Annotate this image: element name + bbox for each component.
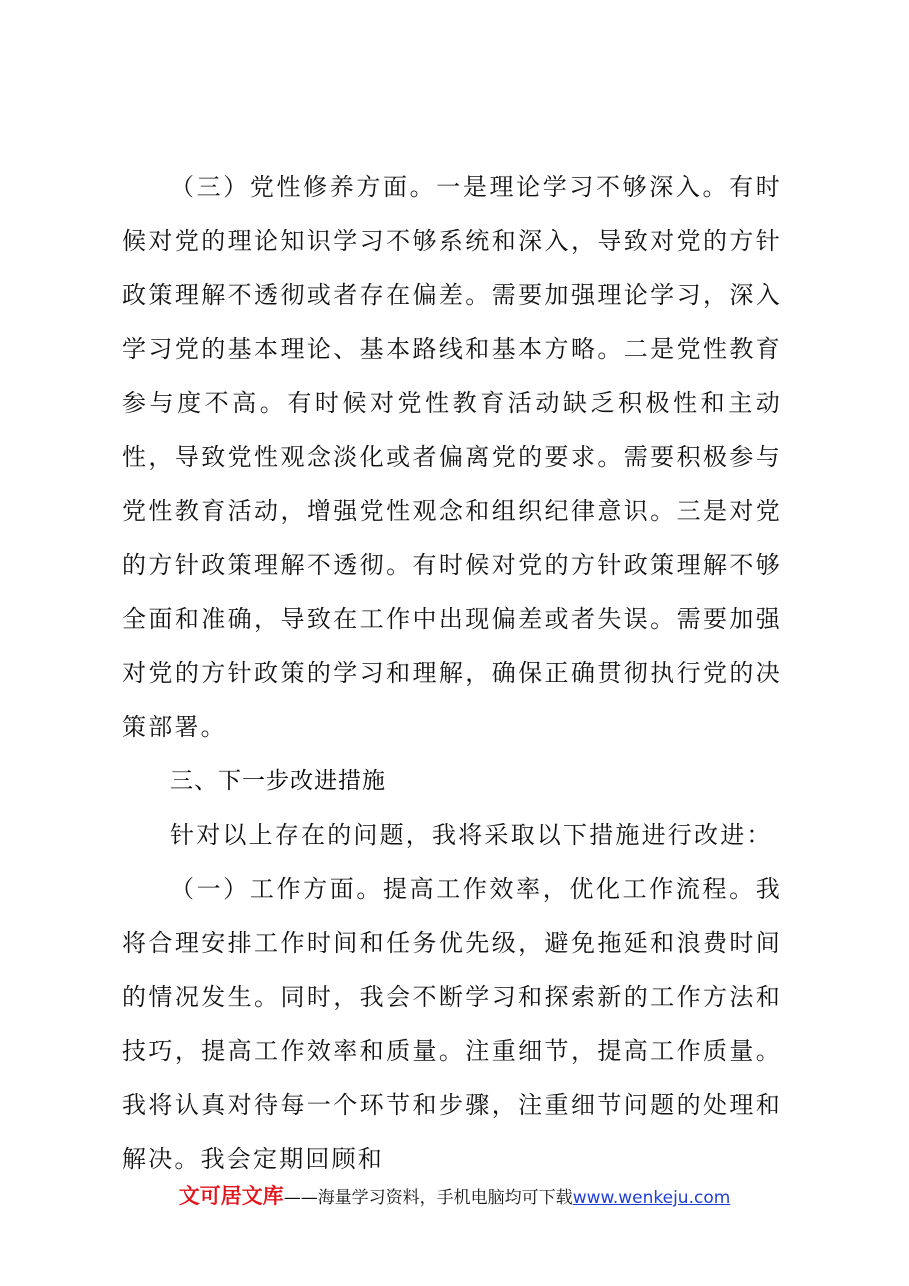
footer-banner [0, 1180, 909, 1210]
document-body [122, 160, 782, 1186]
paragraph-party-cultivation: （三）党性修养方面。一是理论学习不够深入。有时候对党的理论知识学习不够系统和深入，导致对党的方针政策理解不透彻或者存在偏差。需要加强理论学习，深入学习党的基本理论、基本路线和基本方略。二是党性教育参与度不高。有时候对党性教育活动缺乏积极性和主动性，导致党性观念淡化或者偏离党的要求。需要积极参与党性教育活动，增强党性观念和组织纪律意识。三是对党的方针政策理解不透彻。有时候对党的方针政策理解不够全面和准确，导致在工作中出现偏差或者失误。需要加强对党的方针政策的学习和理解，确保正确贯彻执行党的决策部署。 [122, 173, 782, 741]
paragraph-intro: 针对以上存在的问题，我将采取以下措施进行改进： [170, 821, 773, 849]
footer-site-link[interactable]: www.wenkeju.com [572, 1188, 731, 1208]
footer-brand: 文可居文库 [178, 1184, 284, 1208]
section-heading: 三、下一步改进措施 [170, 768, 386, 794]
footer-tagline: ——海量学习资料，手机电脑均可下载 [283, 1188, 573, 1208]
paragraph-work: （一）工作方面。提高工作效率，优化工作流程。我将合理安排工作时间和任务优先级，避免拖延和浪费时间的情况发生。同时，我会不断学习和探索新的工作方法和技巧，提高工作效率和质量。注重细节，提高工作质量。我将认真对待每一个环节和步骤，注重细节问题的处理和解决。我会定期回顾和 [122, 875, 782, 1173]
